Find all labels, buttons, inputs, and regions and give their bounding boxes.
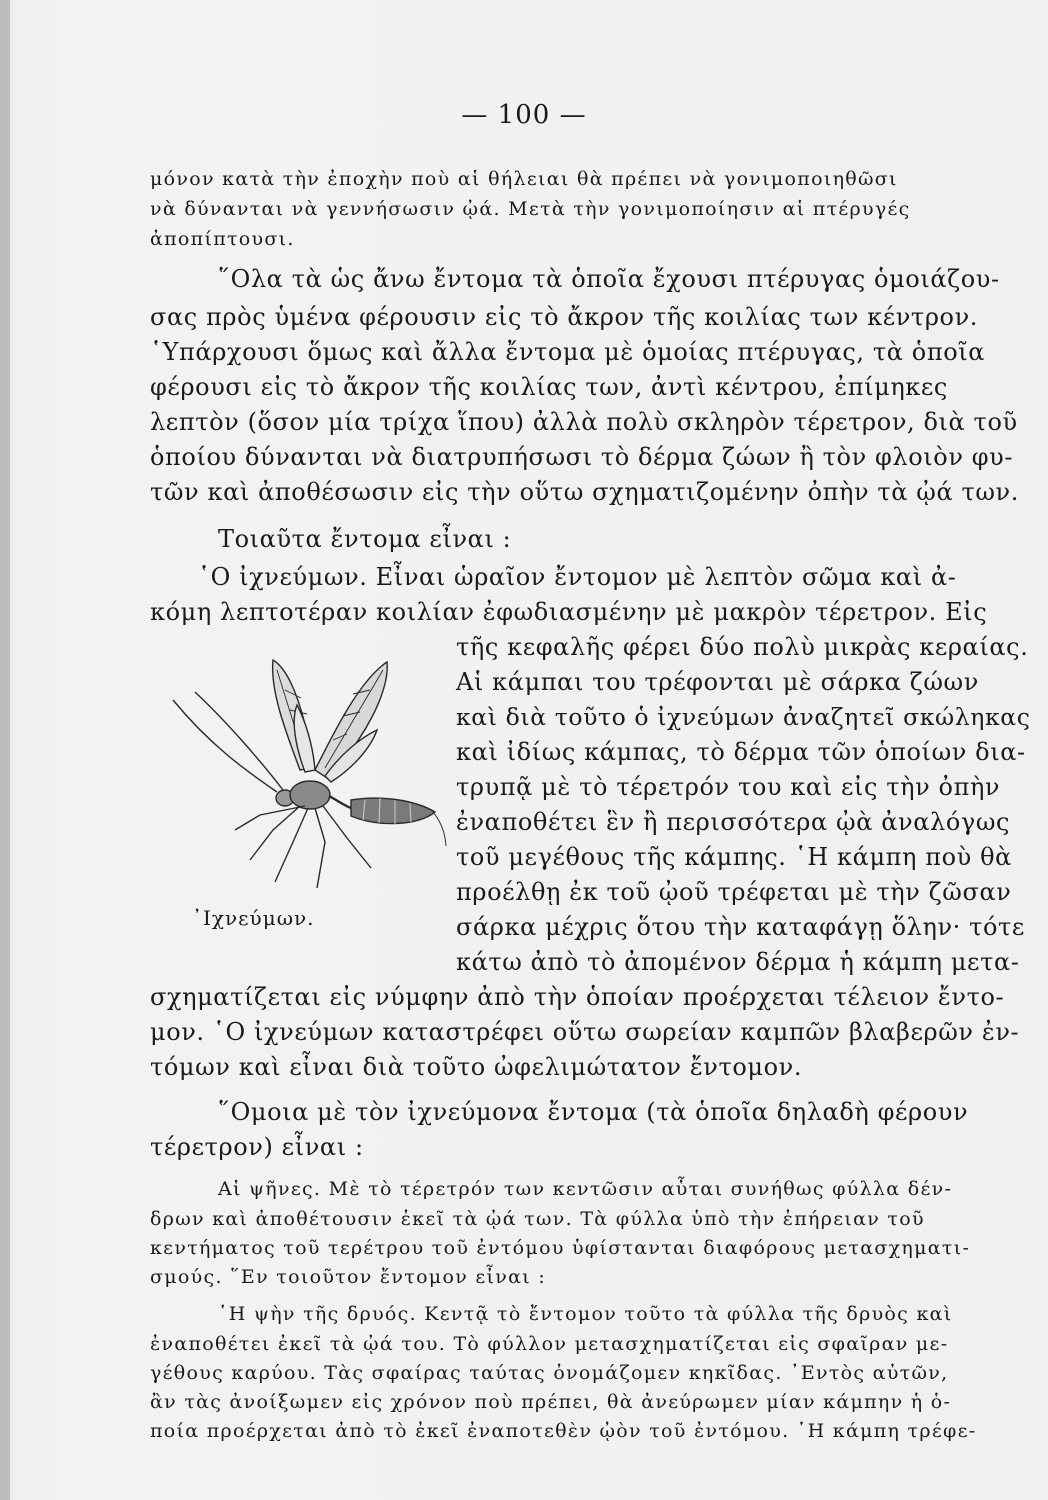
text-line: ῾Ο ἰχνεύμων. Εἶναι ὡραῖον ἔντομον μὲ λεπτὸν σῶμα καὶ ἀ-	[198, 563, 957, 591]
text-line: καὶ διὰ τοῦτο ὁ ἰχνεύμων ἀναζητεῖ σκώληκας	[456, 703, 1031, 731]
text-line: καὶ ἰδίως κάμπας, τὸ δέρμα τῶν ὁποίων δια-	[456, 738, 1026, 766]
text-line: τρυπᾷ μὲ τὸ τέρετρόν του καὶ εἰς τὴν ὀπὴν	[456, 773, 1001, 801]
text-line: ἐναποθέτει ἓν ἢ περισσότερα ᾠὰ ἀναλόγως	[456, 808, 1011, 836]
text-line: κεντήματος τοῦ τερέτρου τοῦ ἐντόμου ὑφίστανται διαφόρους μετασχηματι-	[150, 1237, 971, 1259]
page-number: — 100 —	[461, 100, 587, 130]
text-line: κάτω ἀπὸ τὸ ἀπομένον δέρμα ἡ κάμπη μετα-	[456, 948, 1020, 976]
text-line: τόμων καὶ εἶναι διὰ τοῦτο ὠφελιμώτατον ἔντομον.	[150, 1053, 803, 1081]
page-binding-edge	[0, 0, 10, 1500]
text-line: τοῦ μεγέθους τῆς κάμπης. ῾Η κάμπη ποὺ θὰ	[456, 843, 1012, 871]
text-line: ἂν τὰς ἀνοίξωμεν εἰς χρόνον ποὺ πρέπει, θὰ ἀνεύρωμεν μίαν κάμπην ἡ ὁ-	[150, 1391, 952, 1413]
text-line: σχηματίζεται εἰς νύμφην ἀπὸ τὴν ὁποίαν προέρχεται τέλειον ἔντο-	[150, 983, 1005, 1011]
text-line: ἀποπίπτουσι.	[150, 228, 295, 250]
text-line: τῆς κεφαλῆς φέρει δύο πολὺ μικρὰς κεραίας.	[456, 633, 1029, 661]
text-line: σας πρὸς ὑμένα φέρουσιν εἰς τὸ ἄκρον τῆς κοιλίας των κέντρον.	[150, 303, 978, 331]
text-line: τέρετρον) εἶναι :	[150, 1133, 364, 1161]
text-line: σμούς. ῞Εν τοιοῦτον ἔντομον εἶναι :	[150, 1266, 547, 1288]
text-line: ἐναποθέτει ἐκεῖ τὰ ᾠά του. Τὸ φύλλον μετασχηματίζεται εἰς σφαῖραν με-	[150, 1333, 949, 1355]
text-line: Αἱ κάμπαι του τρέφονται μὲ σάρκα ζώων	[456, 668, 979, 696]
text-line: ὁποίου δύνανται νὰ διατρυπήσωσι τὸ δέρμα ζώων ἢ τὸν φλοιὸν φυ-	[150, 443, 1014, 471]
text-line: τῶν καὶ ἀποθέσωσιν εἰς τὴν οὕτω σχηματιζομένην ὀπὴν τὰ ᾠά των.	[150, 478, 1019, 506]
text-line: σάρκα μέχρις ὅτου τὴν καταφάγῃ ὅλην· τότε	[456, 913, 1025, 941]
text-line: λεπτὸν (ὅσον μία τρίχα ἵπου) ἀλλὰ πολὺ σκληρὸν τέρετρον, διὰ τοῦ	[150, 408, 1018, 436]
text-line: ποία προέρχεται ἀπὸ τὸ ἐκεῖ ἐναποτεθὲν ᾠὸν τοῦ ἐντόμου. ῾Η κάμπη τρέφε-	[150, 1420, 977, 1442]
ichneumon-illustration	[165, 650, 450, 900]
text-line: Αἱ ψῆνες. Μὲ τὸ τέρετρόν των κεντῶσιν αὗται συνήθως φύλλα δέν-	[218, 1178, 953, 1200]
text-line: γέθους καρύου. Τὰς σφαίρας ταύτας ὀνομάζομεν κηκῖδας. ᾿Εντὸς αὐτῶν,	[150, 1362, 949, 1384]
text-line: δρων καὶ ἀποθέτουσιν ἐκεῖ τὰ ᾠά των. Τὰ φύλλα ὑπὸ τὴν ἐπήρειαν τοῦ	[150, 1208, 925, 1230]
text-line: ῞Ολα τὰ ὡς ἄνω ἔντομα τὰ ὁποῖα ἔχουσι πτέρυγας ὁμοιάζου-	[218, 265, 1000, 293]
text-line: ῞Ομοια μὲ τὸν ἰχνεύμονα ἔντομα (τὰ ὁποῖα δηλαδὴ φέρουν	[218, 1098, 969, 1126]
text-line: μον. ῾Ο ἰχνεύμων καταστρέφει οὕτω σωρείαν καμπῶν βλαβερῶν ἐν-	[150, 1018, 1020, 1046]
text-line: Τοιαῦτα ἔντομα εἶναι :	[218, 525, 512, 553]
text-line: ῾Η ψὴν τῆς δρυός. Κεντᾷ τὸ ἔντομον τοῦτο τὰ φύλλα τῆς δρυὸς καὶ	[218, 1303, 953, 1325]
text-line: ῾Υπάρχουσι ὅμως καὶ ἄλλα ἔντομα μὲ ὁμοίας πτέρυγας, τὰ ὁποῖα	[150, 338, 986, 366]
text-line: μόνον κατὰ τὴν ἐποχὴν ποὺ αἱ θήλειαι θὰ πρέπει νὰ γονιμοποιηθῶσι	[150, 168, 898, 190]
text-line: προέλθῃ ἐκ τοῦ ᾠοῦ τρέφεται μὲ τὴν ζῶσαν	[456, 878, 1012, 906]
figure-caption: ᾿Ιχνεύμων.	[192, 906, 315, 930]
text-line: φέρουσι εἰς τὸ ἄκρον τῆς κοιλίας των, ἀντὶ κέντρου, ἐπίμηκες	[150, 373, 948, 401]
text-line: νὰ δύνανται νὰ γεννήσωσιν ᾠά. Μετὰ τὴν γονιμοποίησιν αἱ πτέρυγές	[150, 198, 911, 220]
text-line: κόμη λεπτοτέραν κοιλίαν ἐφωδιασμένην μὲ μακρὸν τέρετρον. Εἰς	[150, 598, 988, 626]
